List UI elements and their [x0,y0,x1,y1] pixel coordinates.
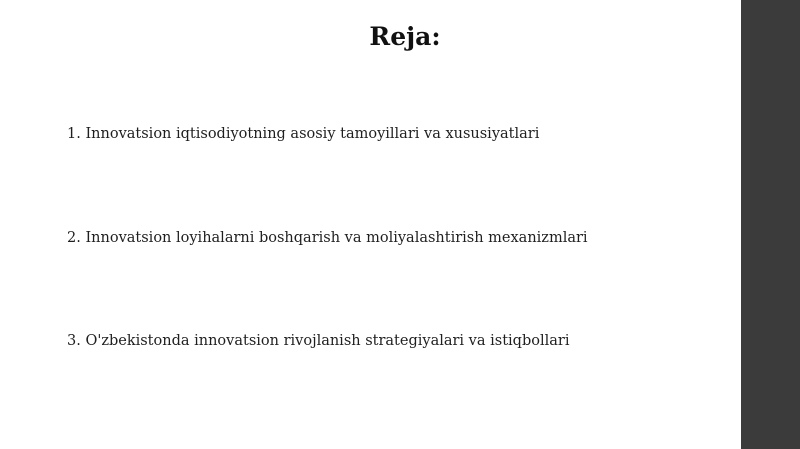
slide-title: Reja: [369,22,441,51]
side-panel [741,0,800,449]
plan-item-2: 2. Innovatsion loyihalarni boshqarish va moliyalashtirish mexanizmlari [67,230,588,246]
plan-item-1: 1. Innovatsion iqtisodiyotning asosiy tamoyillari va xususiyatlari [67,126,540,142]
plan-item-3: 3. O'zbekistonda innovatsion rivojlanish strategiyalari va istiqbollari [67,333,570,349]
